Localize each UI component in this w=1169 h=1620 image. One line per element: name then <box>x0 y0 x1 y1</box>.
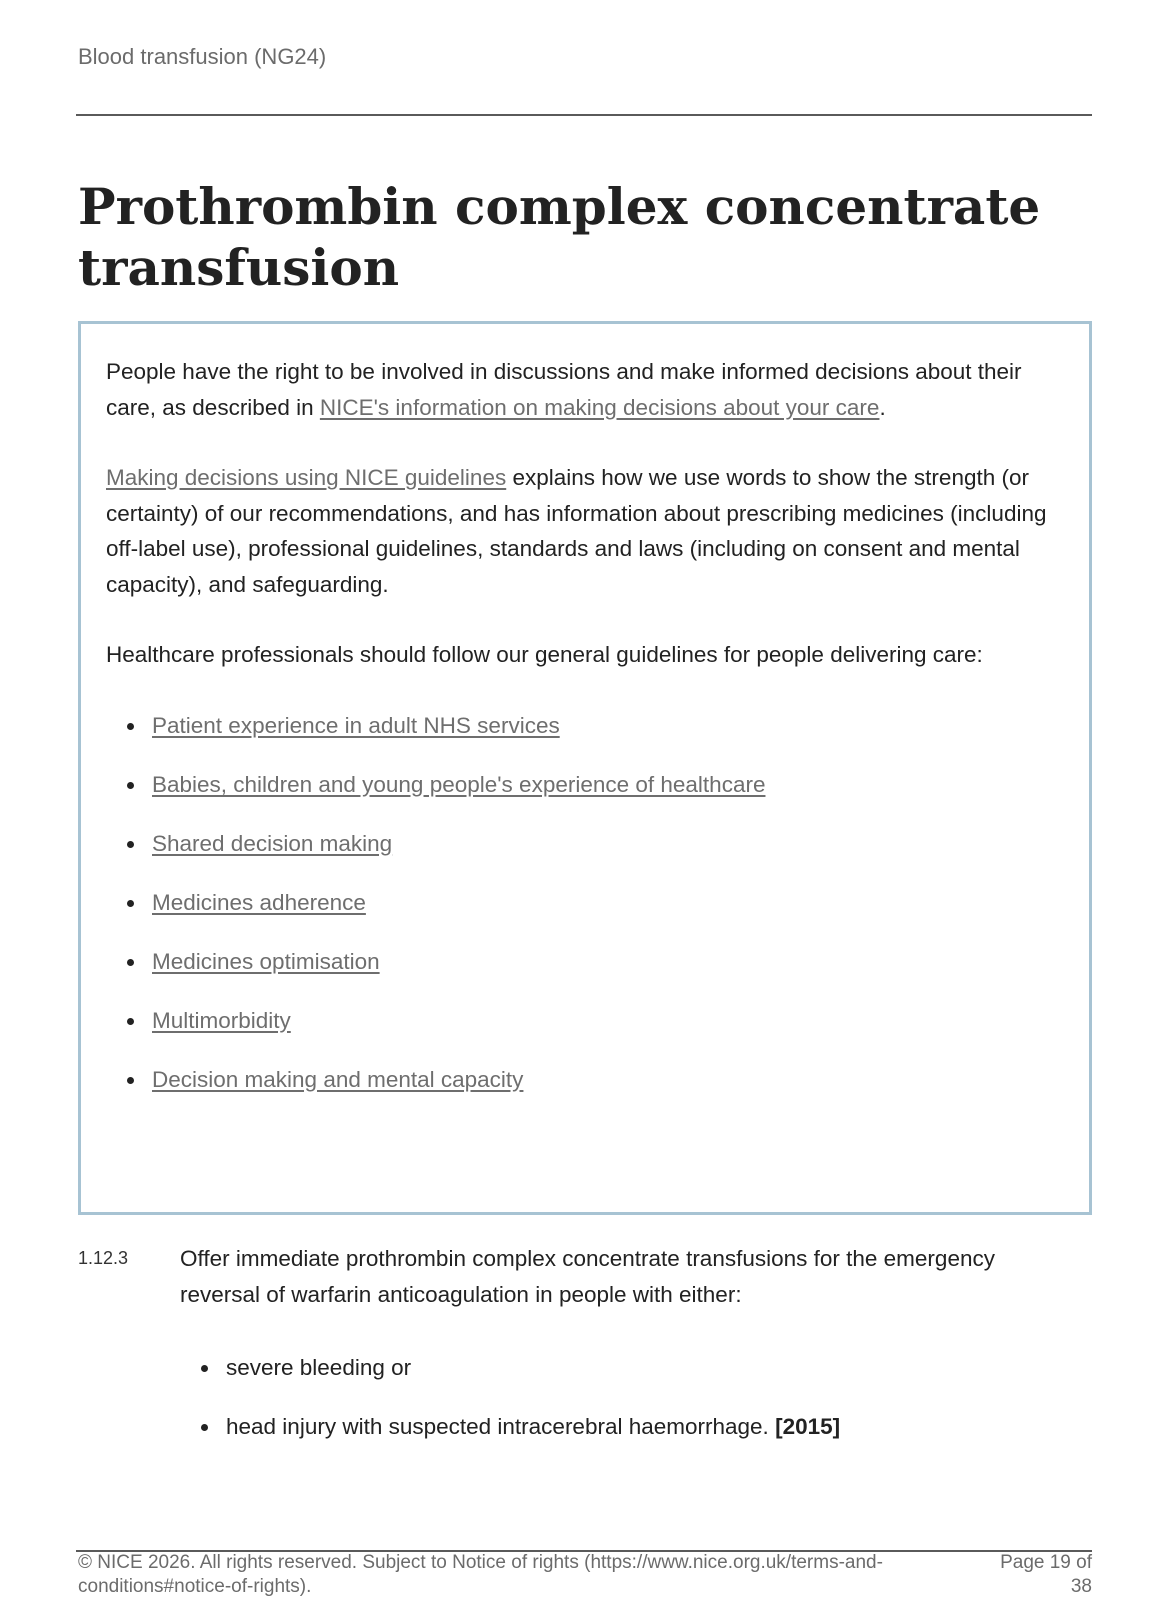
guideline-link-shared-decision[interactable]: Shared decision making <box>152 830 393 856</box>
making-decisions-about-care-link[interactable]: NICE's information on making decisions about your care <box>319 394 880 420</box>
recommendation-text: Offer immediate prothrombin complex concentrate transfusions for the emergency reversal of warfarin anticoagulation in people with either: <box>180 1246 995 1307</box>
bullet-text: severe bleeding or <box>226 1355 412 1380</box>
info-panel <box>78 321 1092 1215</box>
list-item <box>106 944 1065 1003</box>
running-header: Blood transfusion (NG24) <box>78 44 327 69</box>
bullet-text: head injury with suspected intracerebral haemorrhage. <box>226 1414 769 1439</box>
guidelines-paragraph <box>106 460 1065 602</box>
rights-text: People have the right to be involved in discussions and make informed decisions about their care, as described in <box>106 359 1022 420</box>
list-item <box>106 826 1065 885</box>
guideline-link-medicines-optimisation[interactable]: Medicines optimisation <box>152 948 380 974</box>
guideline-link-multimorbidity[interactable]: Multimorbidity <box>152 1007 291 1033</box>
year-tag: [2015] <box>775 1414 841 1439</box>
list-item <box>106 767 1065 826</box>
guideline-link-medicines-adherence[interactable]: Medicines adherence <box>152 889 366 915</box>
guideline-link-mental-capacity[interactable]: Decision making and mental capacity <box>152 1066 524 1092</box>
general-guidelines-list <box>106 708 1065 1121</box>
page-number: Page 19 of 38 <box>1000 1552 1092 1597</box>
footer-copyright: © NICE 2026. All rights reserved. Subject to Notice of rights (https://www.nice.org.uk/terms-and-conditions#notice-of-rights). <box>78 1552 883 1597</box>
page-title: Prothrombin complex concentrate transfusion <box>78 177 1041 297</box>
professionals-paragraph: Healthcare professionals should follow our general guidelines for people delivering care: <box>106 642 983 667</box>
guideline-link-babies-children[interactable]: Babies, children and young people's experience of healthcare <box>152 771 766 797</box>
list-item <box>106 1062 1065 1121</box>
header-divider <box>76 114 1092 116</box>
list-item <box>106 1003 1065 1062</box>
making-decisions-guidelines-link[interactable]: Making decisions using NICE guidelines <box>106 465 507 490</box>
rights-paragraph <box>106 354 1065 425</box>
guidelines-text: explains how we use words to show the strength (or certainty) of our recommendations, and has information about prescribing medicines (including off-label use), professional guidelines, standards and laws (including on consent and mental capacity), and safeguarding. <box>106 465 1047 597</box>
list-item <box>180 1409 840 1468</box>
recommendation-bullets <box>180 1350 840 1468</box>
recommendation-number: 1.12.3 <box>78 1248 129 1268</box>
list-item <box>180 1350 840 1409</box>
guideline-link-patient-experience[interactable]: Patient experience in adult NHS services <box>152 712 560 738</box>
list-item <box>106 708 1065 767</box>
list-item <box>106 885 1065 944</box>
rights-end: . <box>879 394 886 420</box>
